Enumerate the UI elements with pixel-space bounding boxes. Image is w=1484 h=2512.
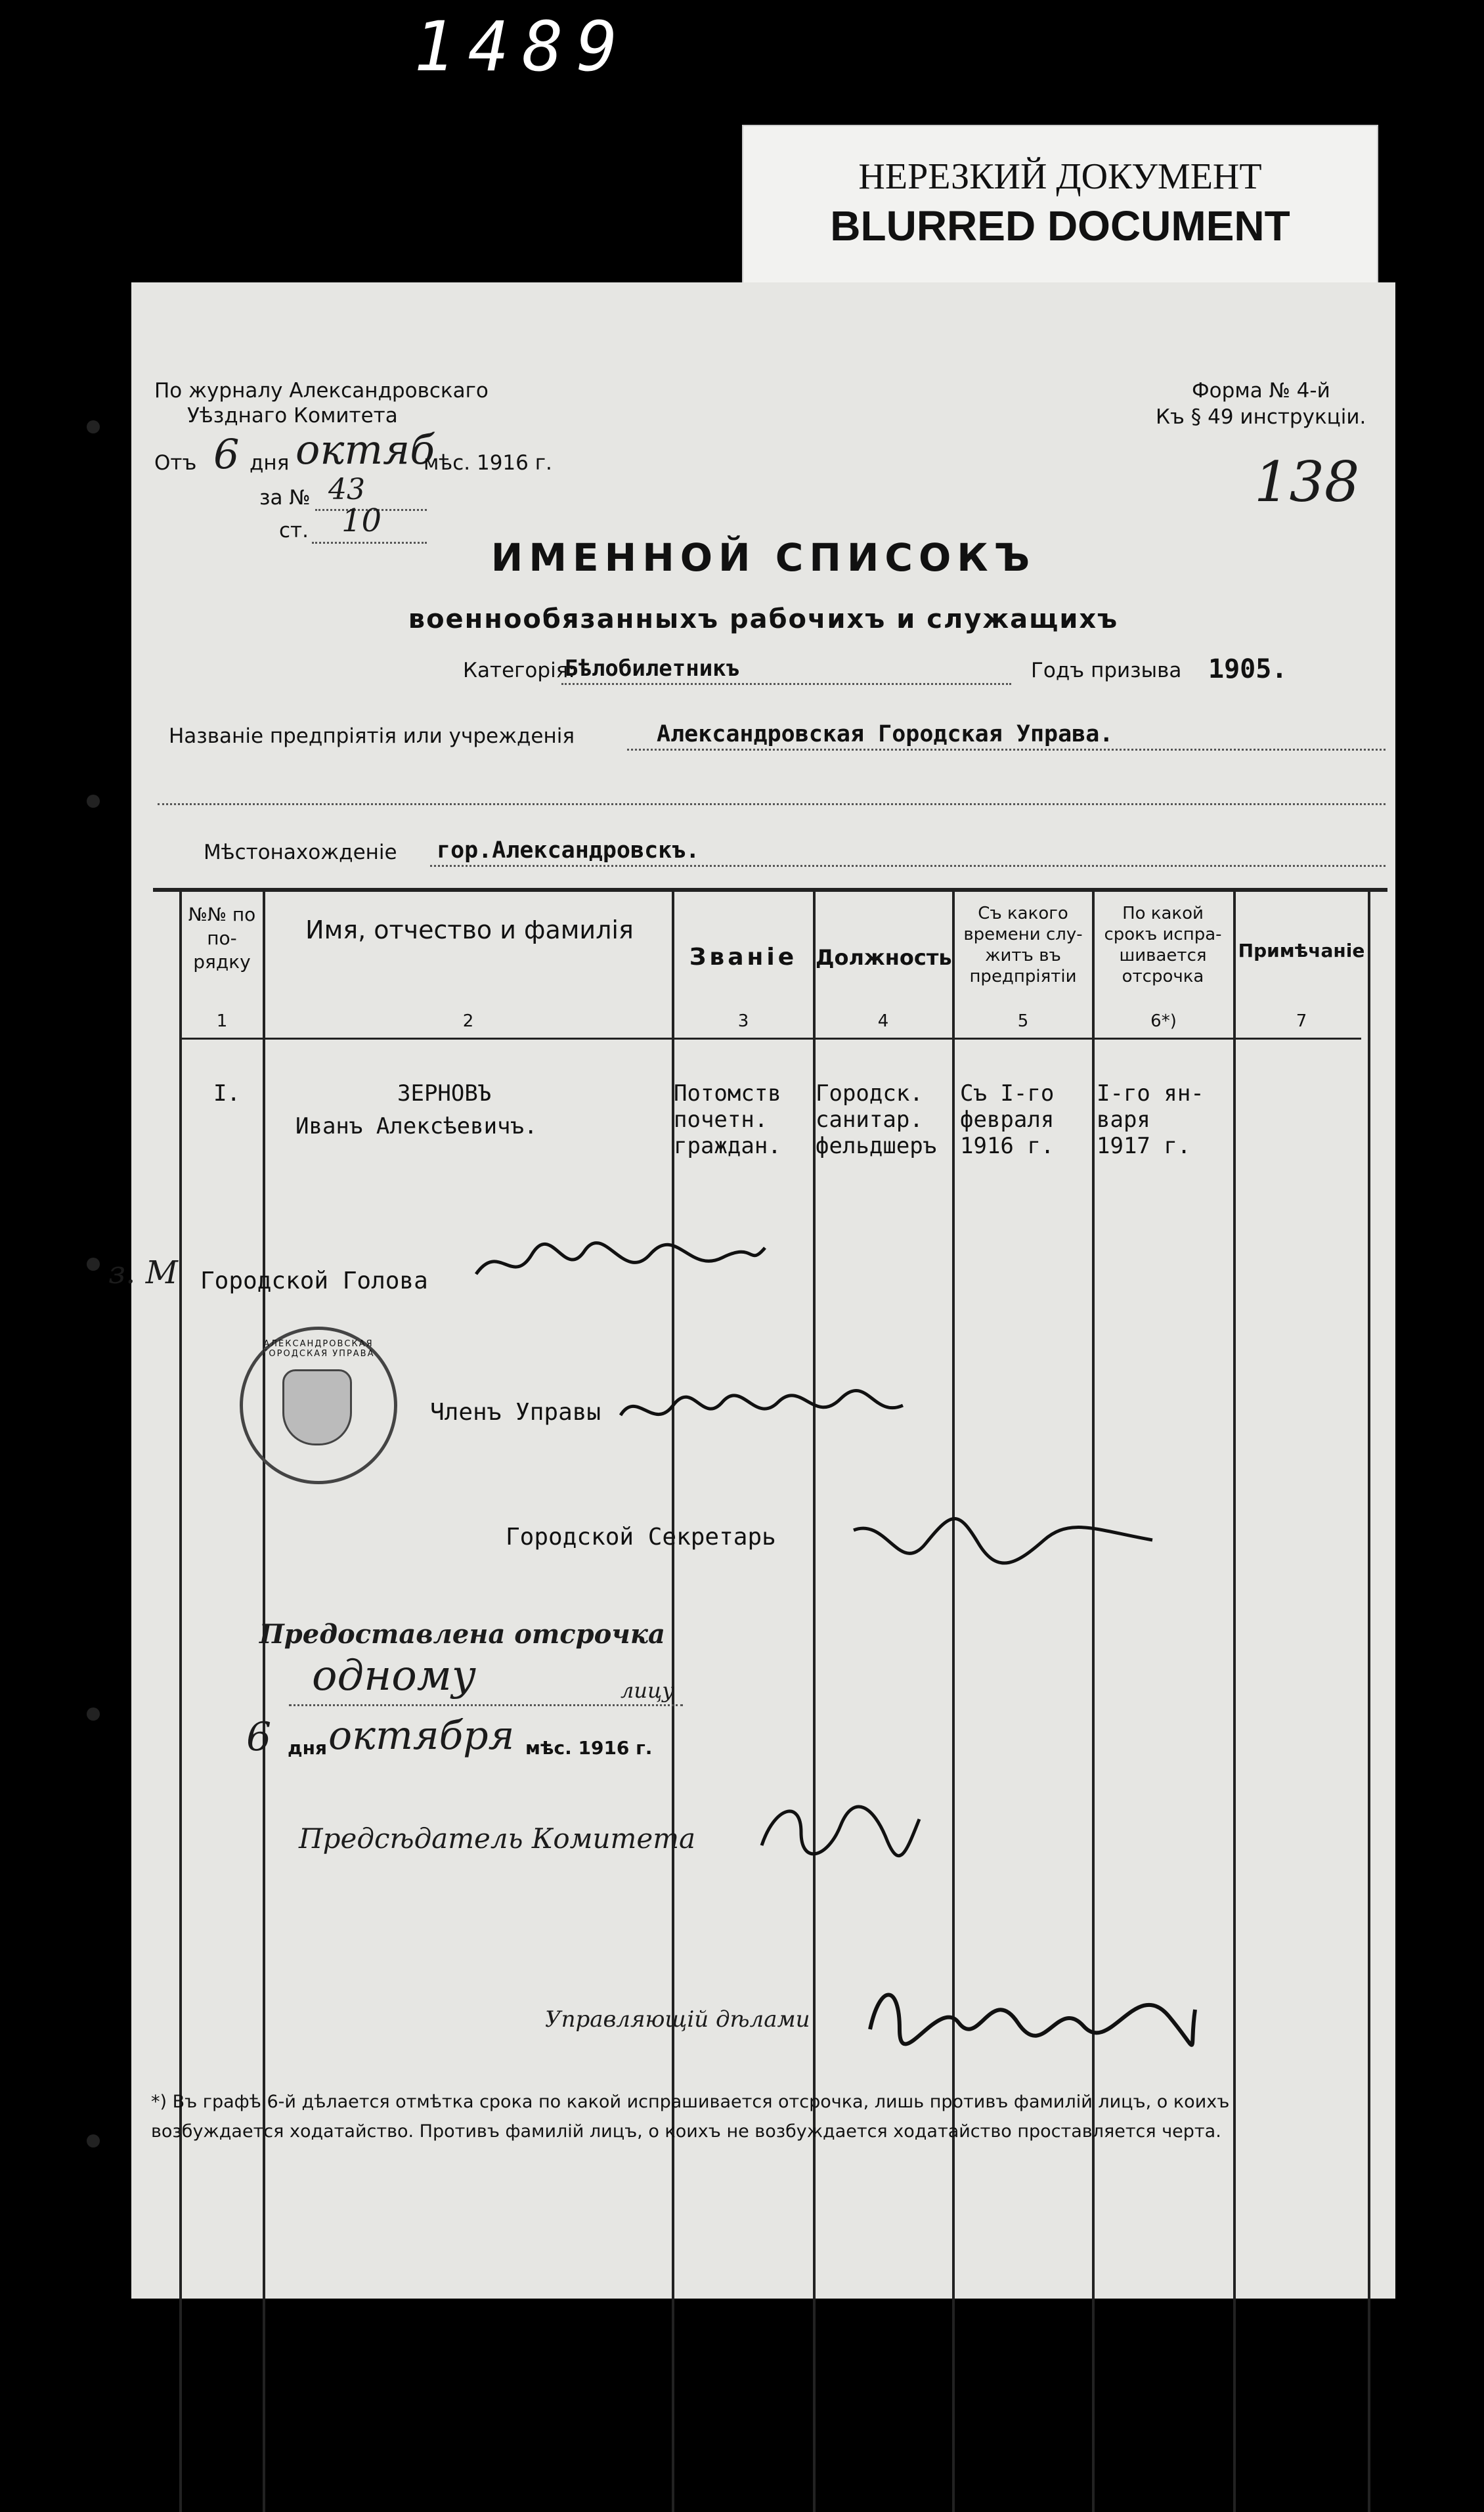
column-header: Примѣчаніе xyxy=(1238,940,1365,961)
deferral-month-suffix: мѣс. 1916 г. xyxy=(525,1737,653,1759)
municipal-seal xyxy=(240,1327,397,1484)
column-divider xyxy=(952,890,955,2512)
journal-number-label: за № xyxy=(259,486,311,510)
column-number: 4 xyxy=(877,1011,889,1031)
seal-text: АЛЕКСАНДРОВСКАЯ ГОРОДСКАЯ УПРАВА xyxy=(262,1339,375,1359)
footnote-line2: возбуждается ходатайство. Противъ фамилій лицъ, о коихъ не возбуждается ходатайство проставляется черта. xyxy=(151,2121,1221,2142)
footnote-line1: *) Въ графѣ 6-й дѣлается отмѣтка срока по какой испрашивается отсрочка, лишь противъ фамилій лицъ, о коихъ xyxy=(151,2092,1230,2112)
chairman-label: Предсѣдатель Комитета xyxy=(299,1822,696,1855)
binding-hole-icon xyxy=(87,1708,100,1721)
binding-hole-icon xyxy=(87,420,100,433)
column-header: Должность xyxy=(816,945,952,970)
column-divider xyxy=(179,890,182,2512)
binding-hole-icon xyxy=(87,795,100,808)
deputy-prefix: з. М xyxy=(108,1254,178,1291)
mayor-label: Городской Голова xyxy=(200,1267,428,1294)
blurred-document-label xyxy=(742,125,1378,292)
service-since: Съ I-го февраля 1916 г. xyxy=(960,1080,1055,1159)
chairman-signature xyxy=(755,1793,926,1872)
year-label: Годъ призыва xyxy=(1031,659,1182,682)
deferral-day-handwritten: 6 xyxy=(246,1714,272,1760)
committee-line: Уѣзднаго Комитета xyxy=(187,404,398,428)
crest-icon xyxy=(282,1369,352,1445)
position-value: Городск. санитар. фельдшеръ xyxy=(816,1080,937,1159)
column-number: 3 xyxy=(737,1011,749,1031)
given-names: Иванъ Алексѣевичъ. xyxy=(295,1113,538,1139)
table-header-rule xyxy=(179,1038,1361,1040)
document-subtitle: военнообязанныхъ рабочихъ и служащихъ xyxy=(408,604,1119,634)
location-value: гор.Александровскъ. xyxy=(437,837,700,864)
rank-value: Потомств почетн. граждан. xyxy=(674,1080,781,1159)
category-value: Бѣлобилетникъ xyxy=(565,655,740,682)
secretary-signature xyxy=(847,1504,1156,1583)
column-divider xyxy=(1368,890,1370,2512)
column-number: 5 xyxy=(1017,1011,1029,1031)
member-signature xyxy=(617,1379,906,1438)
persons-word: лицу xyxy=(621,1678,674,1703)
column-divider xyxy=(263,890,265,2512)
column-divider xyxy=(1233,890,1236,2512)
column-header: Званіе xyxy=(689,944,798,971)
column-number: 1 xyxy=(216,1011,228,1031)
binding-hole-icon xyxy=(87,2134,100,2148)
manager-signature xyxy=(860,1970,1202,2062)
journal-line: По журналу Александровскаго xyxy=(154,379,489,403)
column-divider xyxy=(1092,890,1095,2512)
column-number: 6*) xyxy=(1150,1011,1177,1031)
day-handwritten: 6 xyxy=(213,430,240,478)
binding-hole-icon xyxy=(87,1258,100,1271)
enterprise-label: Названіе предпріятія или учрежденія xyxy=(169,724,575,748)
deferral-day-word: дня xyxy=(288,1737,327,1759)
persons-handwritten: одному xyxy=(312,1652,476,1700)
article-label: ст. xyxy=(279,519,309,542)
deferral-month-handwritten: октября xyxy=(328,1713,515,1759)
mayor-signature xyxy=(473,1235,768,1294)
manager-label: Управляющій дѣлами xyxy=(545,2006,810,2033)
enterprise-value: Александровская Городская Управа. xyxy=(657,721,1114,747)
location-label: Мѣстонахожденіе xyxy=(204,841,397,864)
column-header: Имя, отчество и фамилія xyxy=(305,915,634,944)
column-header: По какой срокъ испра- шивается отсрочка xyxy=(1104,904,1222,986)
document-page xyxy=(108,282,1395,2299)
instruction-ref: Къ § 49 инструкціи. xyxy=(1156,405,1366,429)
deferral-until: I-го ян- варя 1917 г. xyxy=(1097,1080,1204,1159)
label-english: BLURRED DOCUMENT xyxy=(830,202,1290,250)
secretary-label: Городской Секретарь xyxy=(506,1524,776,1551)
article-value: 10 xyxy=(341,502,382,539)
month-suffix: мѣс. 1916 г. xyxy=(424,451,552,475)
deferral-granted: Предоставлена отсрочка xyxy=(259,1619,665,1650)
column-number: 7 xyxy=(1296,1011,1307,1031)
month-handwritten: октяб xyxy=(295,426,435,474)
day-word: дня xyxy=(250,451,290,475)
from-prefix: Отъ xyxy=(154,451,197,475)
category-label: Категорія: xyxy=(463,659,575,682)
column-header: Съ какого времени слу- житъ въ предпріятіи xyxy=(963,904,1083,986)
form-number: Форма № 4-й xyxy=(1192,379,1330,403)
column-number: 2 xyxy=(462,1011,474,1031)
row-number: I. xyxy=(213,1080,240,1107)
table-top-rule xyxy=(153,888,1387,892)
label-russian: НЕРЕЗКИЙ ДОКУМЕНТ xyxy=(858,156,1262,197)
frame-number: 1489 xyxy=(414,7,631,87)
journal-number-value: 43 xyxy=(328,473,365,506)
document-title: ИМЕННОЙ СПИСОКЪ xyxy=(491,535,1036,580)
column-header: №№ по по- рядку xyxy=(188,904,256,973)
surname: ЗЕРНОВЪ xyxy=(397,1080,492,1107)
year-value: 1905. xyxy=(1208,654,1288,684)
page-number-handwritten: 138 xyxy=(1254,450,1360,514)
member-label: Членъ Управы xyxy=(430,1399,601,1426)
